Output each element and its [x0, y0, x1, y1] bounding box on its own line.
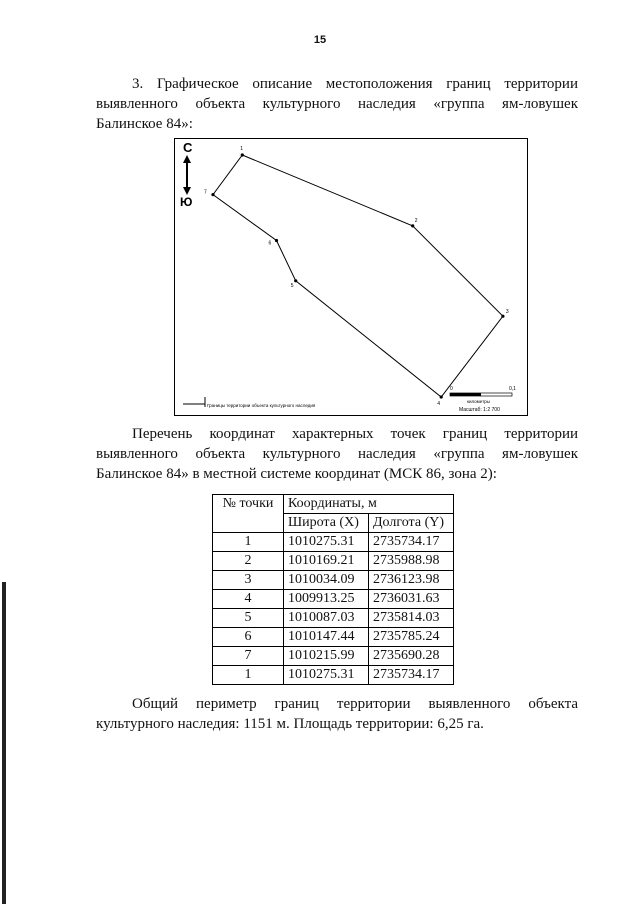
- boundary-point: [440, 395, 443, 398]
- margin-scan-bar: [2, 582, 6, 904]
- latitude-cell: 1010169.21: [284, 552, 369, 571]
- boundary-polygon: [204, 146, 509, 407]
- latitude-cell: 1010087.03: [284, 609, 369, 628]
- boundary-point: [501, 315, 504, 318]
- longitude-cell: 2735785.24: [369, 628, 454, 647]
- latitude-cell: 1010215.99: [284, 647, 369, 666]
- point-cell: 2: [213, 552, 284, 571]
- table-row: [213, 647, 454, 666]
- south-label: Ю: [180, 195, 193, 209]
- longitude-cell: 2735814.03: [369, 609, 454, 628]
- boundary-map: [174, 138, 528, 416]
- intro-line: выявленного объекта культурного наследия «группа ям-ловушек: [96, 446, 578, 462]
- coordinates-table: [212, 494, 454, 685]
- longitude-cell: 2736031.63: [369, 590, 454, 609]
- header-latitude: Широта (X): [284, 514, 369, 533]
- point-cell: 1: [213, 533, 284, 552]
- boundary-point: [211, 193, 214, 196]
- intro-line: Балинское 84» в местной системе координат (МСК 86, зона 2):: [96, 466, 497, 482]
- boundary-point-label: 1: [240, 146, 244, 152]
- coordinates-intro: [96, 424, 578, 484]
- summary-line: культурного наследия: 1151 м. Площадь территории: 6,25 га.: [96, 716, 484, 732]
- longitude-cell: 2735690.28: [369, 647, 454, 666]
- longitude-cell: 2735734.17: [369, 666, 454, 685]
- boundary-point: [241, 153, 244, 156]
- boundary-point-label: 2: [414, 217, 418, 224]
- point-cell: 5: [213, 609, 284, 628]
- table-row: [213, 590, 454, 609]
- longitude-cell: 2736123.98: [369, 571, 454, 590]
- latitude-cell: 1010147.44: [284, 628, 369, 647]
- table-row: [213, 552, 454, 571]
- latitude-cell: 1010034.09: [284, 571, 369, 590]
- boundary-line: [213, 155, 503, 397]
- latitude-cell: 1010275.31: [284, 533, 369, 552]
- north-label: С: [183, 140, 193, 155]
- map-legend: [183, 397, 316, 408]
- scale-units-label: километры: [467, 399, 490, 404]
- longitude-cell: 2735734.17: [369, 533, 454, 552]
- boundary-point-label: 3: [505, 309, 509, 316]
- table-row: [213, 666, 454, 685]
- summary-paragraph: [96, 694, 578, 734]
- intro-line: Перечень координат характерных точек границ территории: [132, 426, 578, 442]
- header-coordinates: Координаты, м: [284, 495, 454, 514]
- scale-bar: [450, 386, 516, 413]
- heading-line: Балинское 84»:: [96, 116, 193, 132]
- table-row: [213, 571, 454, 590]
- point-cell: 4: [213, 590, 284, 609]
- scale-ratio-label: Масштаб: 1:2 700: [459, 407, 500, 413]
- header-point-number: № точки: [213, 495, 284, 533]
- boundary-point: [294, 279, 297, 282]
- table-row: [213, 533, 454, 552]
- boundary-point-label: 7: [204, 189, 207, 196]
- north-arrow-icon: [183, 155, 191, 195]
- table-row: [213, 609, 454, 628]
- scale-end-label: 0,1: [509, 386, 516, 392]
- longitude-cell: 2735988.98: [369, 552, 454, 571]
- heading-line: выявленного объекта культурного наследия «группа ям-ловушек: [96, 96, 578, 112]
- heading-line: 3. Графическое описание местоположения границ территории: [132, 76, 578, 92]
- point-cell: 7: [213, 647, 284, 666]
- latitude-cell: 1009913.25: [284, 590, 369, 609]
- point-cell: 1: [213, 666, 284, 685]
- table-header-row: [213, 495, 454, 514]
- boundary-point: [411, 224, 414, 227]
- boundary-point: [275, 239, 278, 242]
- page-number: 15: [313, 34, 327, 46]
- point-cell: 6: [213, 628, 284, 647]
- point-cell: 3: [213, 571, 284, 590]
- section-heading: [96, 74, 578, 134]
- boundary-point-label: 5: [290, 282, 294, 289]
- boundary-map-drawing: [175, 139, 527, 415]
- boundary-point-label: 4: [437, 401, 440, 407]
- header-longitude: Долгота (Y): [369, 514, 454, 533]
- table-row: [213, 628, 454, 647]
- boundary-point-label: 6: [268, 240, 272, 247]
- legend-text: Границы территории объекта культурного наследия: [207, 403, 316, 408]
- latitude-cell: 1010275.31: [284, 666, 369, 685]
- scale-start-label: 0: [450, 386, 453, 392]
- summary-line: Общий периметр границ территории выявленного объекта: [132, 696, 578, 712]
